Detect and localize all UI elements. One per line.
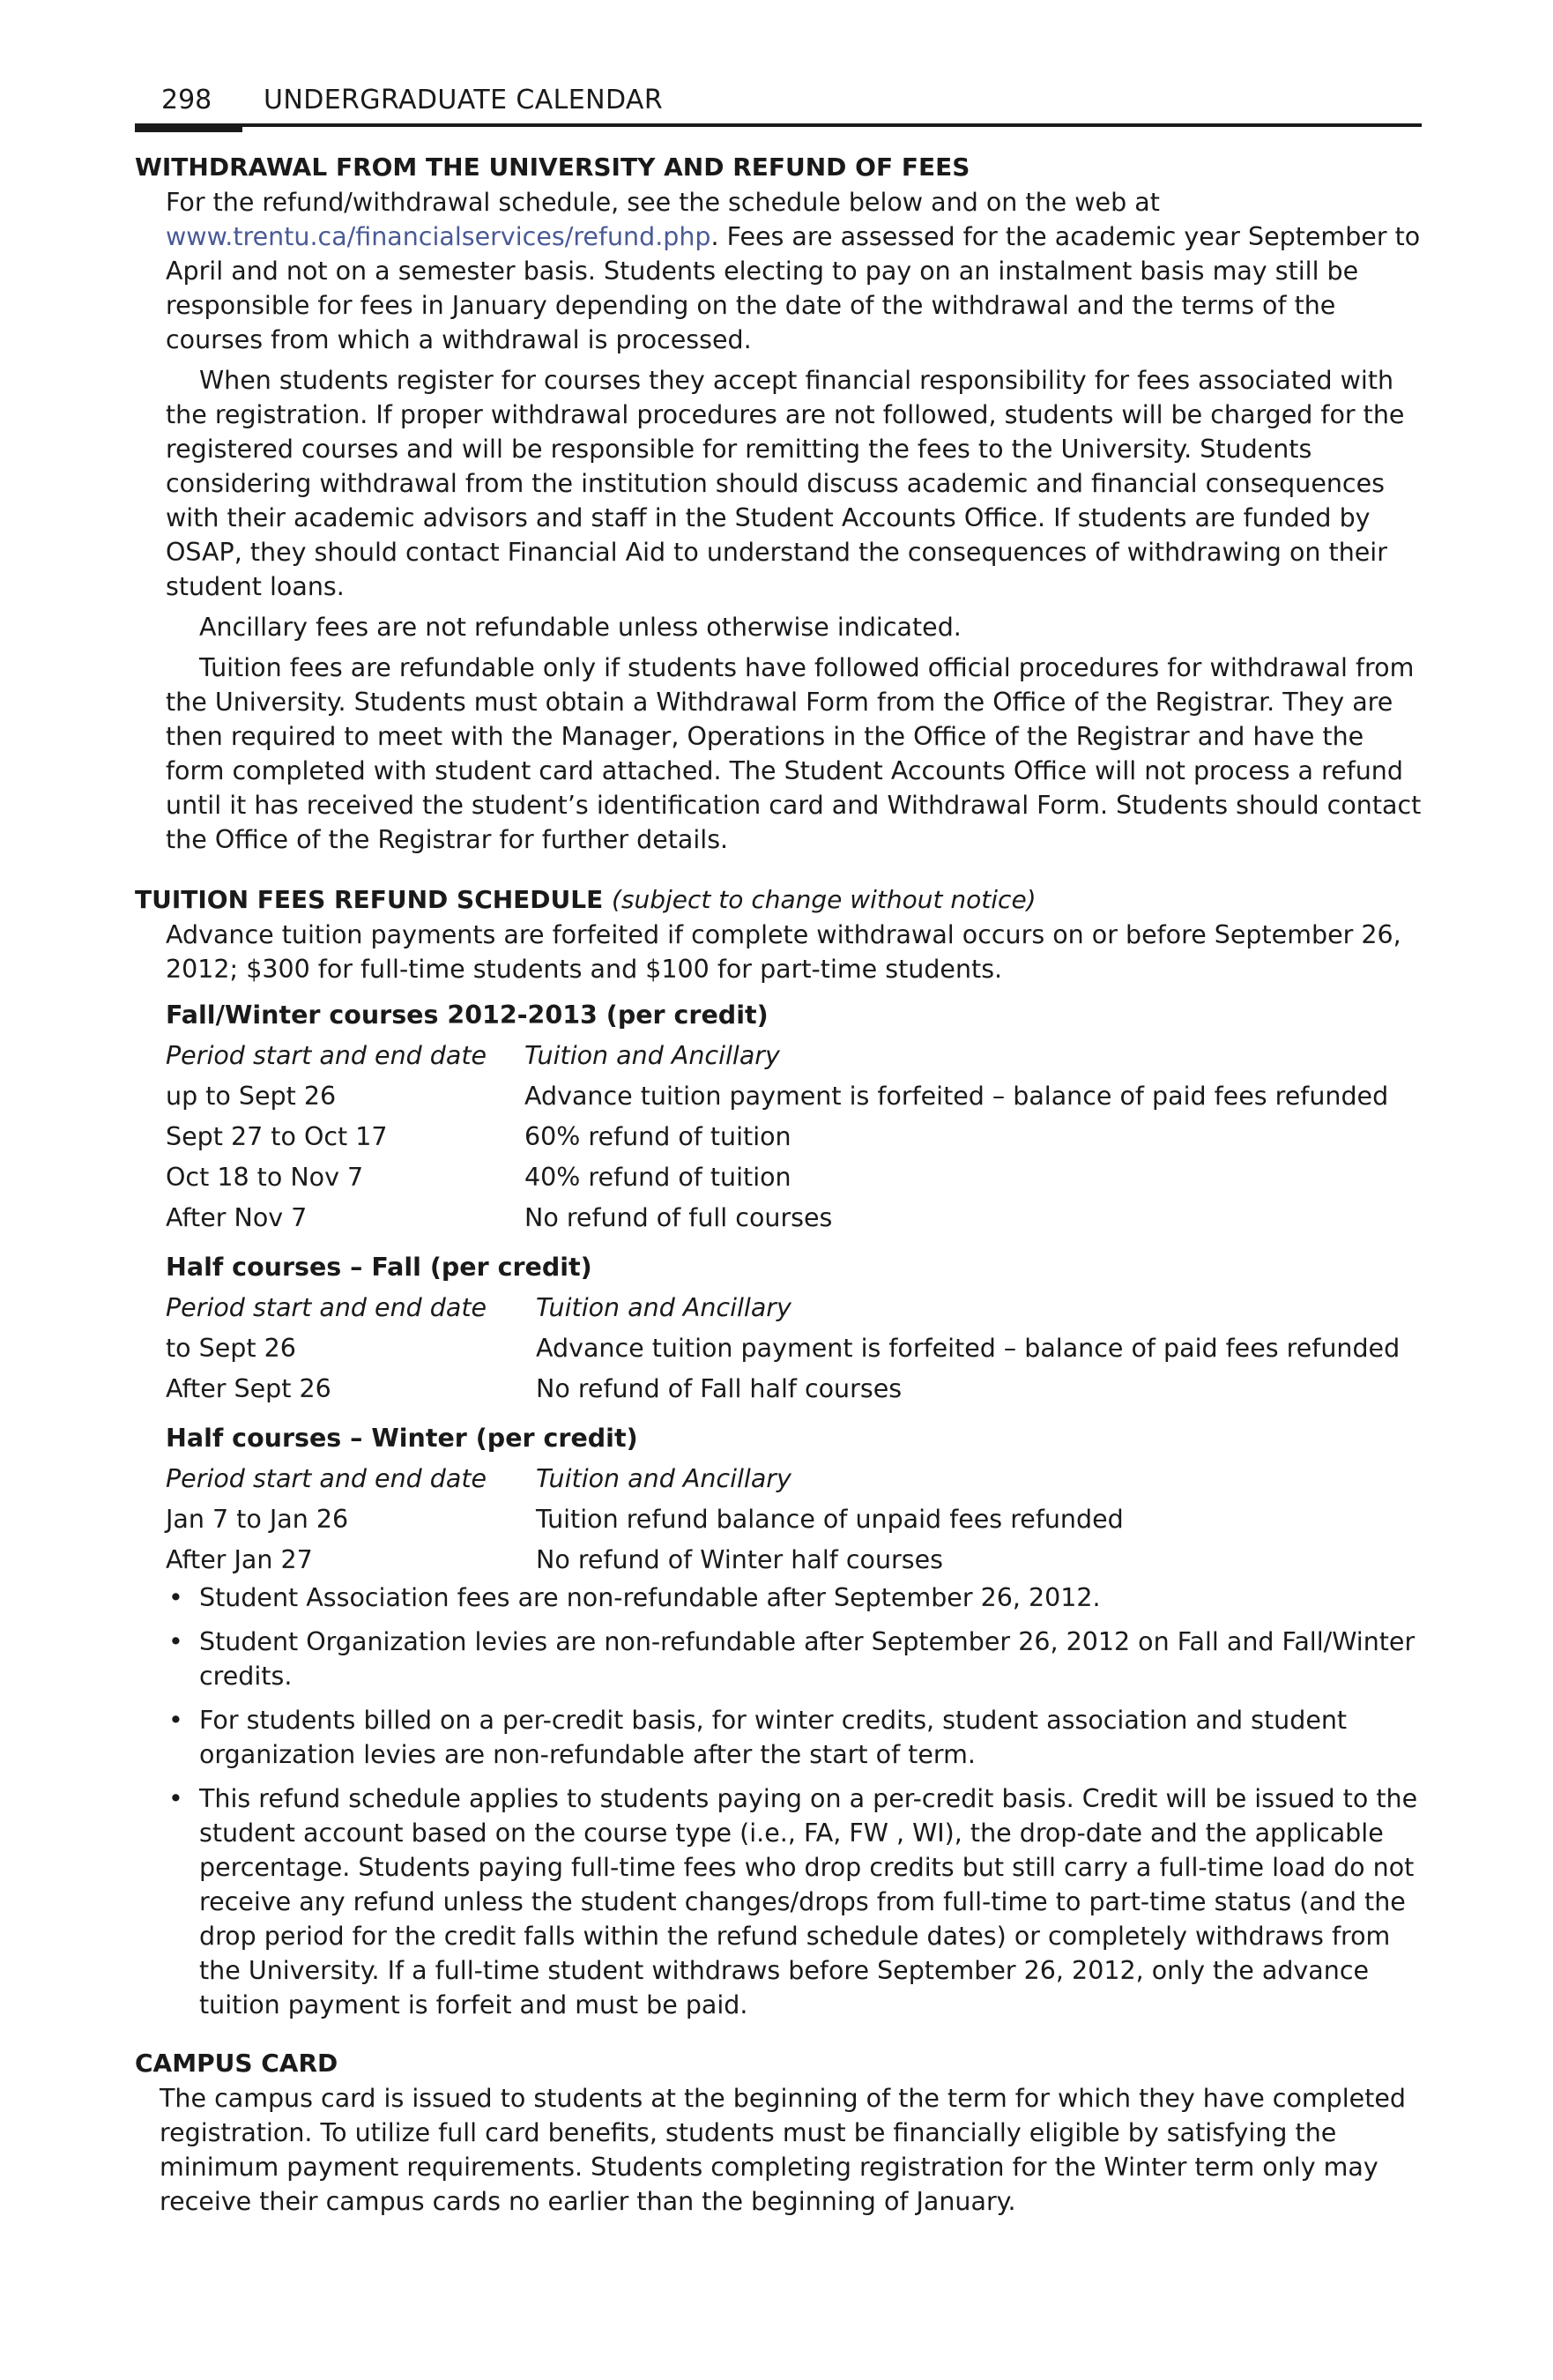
halffall-col2-header: Tuition and Ancillary xyxy=(536,1293,791,1322)
page-header xyxy=(135,81,1422,125)
period-cell: Jan 7 to Jan 26 xyxy=(166,1505,349,1534)
period-cell: up to Sept 26 xyxy=(166,1082,337,1111)
refund-cell: No refund of Fall half courses xyxy=(536,1374,903,1403)
page-number: 298 xyxy=(161,85,212,115)
refund-schedule-heading xyxy=(135,882,1422,918)
refund-web-link[interactable]: www.trentu.ca/financialservices/refund.php xyxy=(166,222,711,251)
fallwinter-header-row xyxy=(135,1036,1422,1076)
refund-heading-text: TUITION FEES REFUND SCHEDULE xyxy=(135,885,604,914)
bullet-icon: • xyxy=(168,1627,183,1656)
withdrawal-p1-text: For the refund/withdrawal schedule, see the schedule below and on the web at xyxy=(166,188,1160,217)
refund-heading-note: (subject to change without notice) xyxy=(612,885,1037,914)
campus-card-heading: CAMPUS CARD xyxy=(135,2049,338,2078)
halfwinter-col1-header: Period start and end date xyxy=(166,1464,487,1493)
halfwinter-title: Half courses – Winter (per credit) xyxy=(166,1424,638,1453)
table-row xyxy=(135,1157,1422,1198)
list-item xyxy=(166,1703,1422,1772)
refund-cell: No refund of Winter half courses xyxy=(536,1545,943,1574)
withdrawal-paragraph-2: When students register for courses they accept financial responsibility for fees associated with the registration. If proper withdrawal procedures are not followed, students will be charged for the registered courses and will be responsible for remitting the fees to the University. Students considering withdrawal from the institution should discuss academic and financial consequences with their academic advisors and staff in the Student Accounts Office. If students are funded by OSAP, they should contact Financial Aid to understand the consequences of withdrawing on their student loans. xyxy=(166,366,1405,601)
refund-cell: No refund of full courses xyxy=(524,1203,833,1232)
halffall-title: Half courses – Fall (per credit) xyxy=(166,1253,592,1282)
list-item-text: Student Association fees are non-refundable after September 26, 2012. xyxy=(199,1583,1101,1612)
refund-cell: 40% refund of tuition xyxy=(524,1163,791,1192)
refund-cell: 60% refund of tuition xyxy=(524,1122,791,1151)
list-item-text: This refund schedule applies to students paying on a per-credit basis. Credit will be issued to the student account based on the course type (i.e., FA, FW , WI), the drop-date and the applicable percentage. Students paying full-time fees who drop credits but still carry a full-time load do not receive any refund unless the student changes/drops from full-time to part-time status (and the drop period for the credit falls within the refund schedule dates) or completely withdraws from the University. If a full-time student withdraws before September 26, 2012, only the advance tuition payment is forfeit and must be paid. xyxy=(199,1784,1418,2019)
halffall-col1-header: Period start and end date xyxy=(166,1293,487,1322)
page-content xyxy=(135,150,1422,2219)
refund-notes-list xyxy=(135,1580,1422,2022)
fallwinter-col2-header: Tuition and Ancillary xyxy=(524,1041,780,1070)
refund-intro: Advance tuition payments are forfeited if complete withdrawal occurs on or before September 26, 2012; $300 for full-time students and $100 for part-time students. xyxy=(166,920,1401,984)
fallwinter-col1-header: Period start and end date xyxy=(166,1041,487,1070)
list-item-text: Student Organization levies are non-refundable after September 26, 2012 on Fall and Fall/Winter credits. xyxy=(199,1627,1416,1691)
table-row xyxy=(135,1076,1422,1117)
list-item xyxy=(166,1580,1422,1615)
halffall-header-row xyxy=(135,1288,1422,1328)
refund-cell: Advance tuition payment is forfeited – balance of paid fees refunded xyxy=(536,1334,1401,1363)
withdrawal-heading: WITHDRAWAL FROM THE UNIVERSITY AND REFUND OF FEES xyxy=(135,152,970,182)
table-row xyxy=(135,1328,1422,1369)
period-cell: After Jan 27 xyxy=(166,1545,313,1574)
fallwinter-title: Fall/Winter courses 2012-2013 (per credit) xyxy=(166,1000,769,1030)
header-rule xyxy=(135,123,1422,127)
period-cell: After Sept 26 xyxy=(166,1374,331,1403)
bullet-icon: • xyxy=(168,1706,183,1735)
list-item xyxy=(166,1781,1422,2022)
period-cell: to Sept 26 xyxy=(166,1334,296,1363)
running-head: UNDERGRADUATE CALENDAR xyxy=(264,85,664,115)
withdrawal-paragraph-4: Tuition fees are refundable only if students have followed official procedures for withdrawal from the University. Students must obtain a Withdrawal Form from the Office of the Registrar. They are then required to meet with the Manager, Operations in the Office of the Registrar and have the form completed with student card attached. The Student Accounts Office will not process a refund until it has received the student’s identification card and Withdrawal Form. Students should contact the Office of the Registrar for further details. xyxy=(166,653,1422,854)
table-row xyxy=(135,1198,1422,1238)
bullet-icon: • xyxy=(168,1784,183,1813)
period-cell: After Nov 7 xyxy=(166,1203,308,1232)
list-item xyxy=(166,1625,1422,1693)
halfwinter-header-row xyxy=(135,1459,1422,1499)
halfwinter-col2-header: Tuition and Ancillary xyxy=(536,1464,791,1493)
refund-cell: Advance tuition payment is forfeited – balance of paid fees refunded xyxy=(524,1082,1389,1111)
table-row xyxy=(135,1499,1422,1540)
header-rule-tab xyxy=(135,123,242,132)
refund-cell: Tuition refund balance of unpaid fees refunded xyxy=(536,1505,1124,1534)
withdrawal-p1-rest: . Fees are assessed for the academic year September to April and not on a semester basis. Students electing to pay on an instalment basis may still be responsible for fees in January depending on the date of the withdrawal and the terms of the courses from which a withdrawal is processed. xyxy=(166,222,1421,354)
withdrawal-paragraph-3: Ancillary fees are not refundable unless otherwise indicated. xyxy=(199,613,962,642)
list-item-text: For students billed on a per-credit basis, for winter credits, student association and student organization levies are non-refundable after the start of term. xyxy=(199,1706,1348,1769)
period-cell: Oct 18 to Nov 7 xyxy=(166,1163,364,1192)
table-row xyxy=(135,1117,1422,1157)
withdrawal-paragraph-1 xyxy=(135,185,1422,357)
bullet-icon: • xyxy=(168,1583,183,1612)
period-cell: Sept 27 to Oct 17 xyxy=(166,1122,388,1151)
campus-card-text: The campus card is issued to students at the beginning of the term for which they have completed registration. To utilize full card benefits, students must be financially eligible by satisfying the minimum payment requirements. Students completing registration for the Winter term only may receive their campus cards no earlier than the beginning of January. xyxy=(160,2084,1406,2216)
table-row xyxy=(135,1369,1422,1409)
table-row xyxy=(135,1540,1422,1580)
